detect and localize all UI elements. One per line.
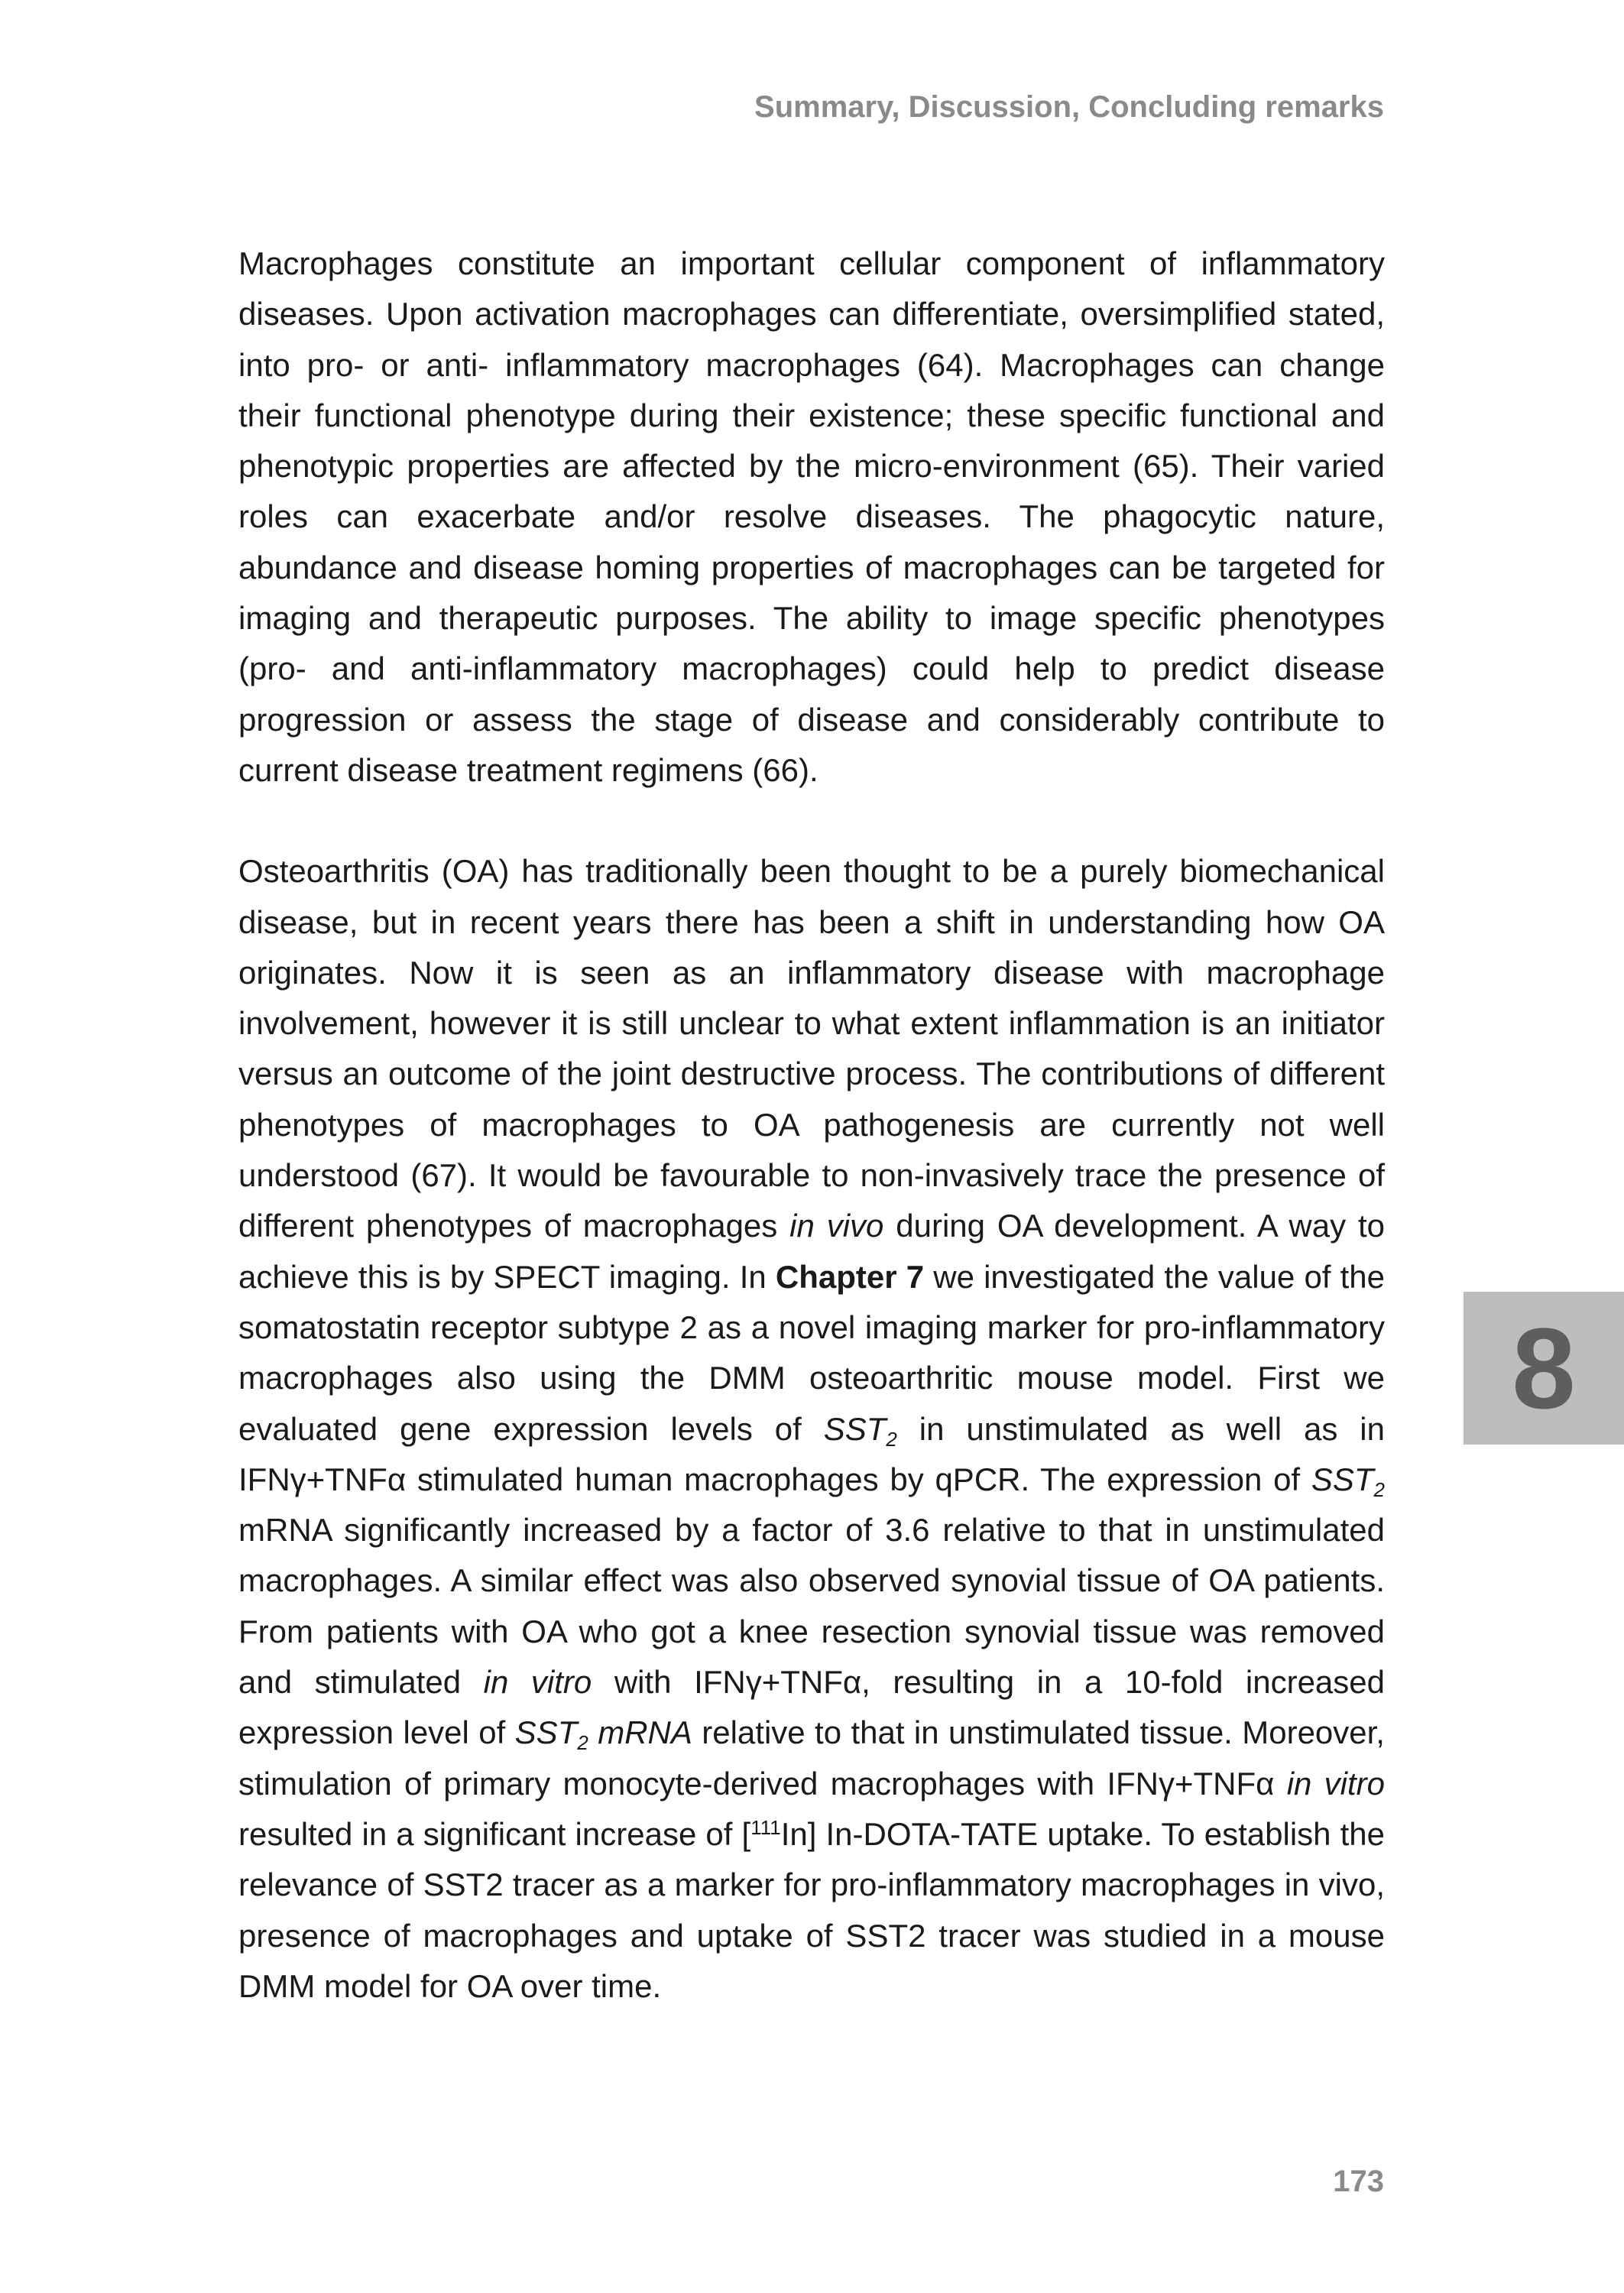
gene-name: SST: [514, 1714, 578, 1751]
italic-term: in vivo: [789, 1208, 884, 1244]
italic-term: in vitro: [1286, 1765, 1385, 1802]
text-span: In] In-DOTA-TATE uptake. To establish the relevance of SST2 tracer as a marker for pro-inflammatory macrophages in vivo, presence of macrophages and uptake of SST2 tracer was studied in a mouse DMM model for OA over time.: [238, 1815, 1386, 2004]
italic-term: mRNA: [588, 1714, 692, 1751]
text-span: mRNA significantly increased by a factor of 3.6 relative to that in unstimulated macrophages. A similar effect was also observed synovial tissue of OA patients. From patients with OA who got a knee resection synovial tissue was removed and stimulated: [238, 1512, 1385, 1701]
text-span: relative to that in unstimulated tissue. Moreover, stimulation of primary monocyte-derived macrophages with IFNγ+TNFα: [238, 1714, 1385, 1802]
gene-name: SST: [1311, 1461, 1374, 1497]
italic-term: in vitro: [483, 1664, 592, 1701]
gene-subscript: [1374, 1478, 1385, 1501]
page-number: 173: [1333, 2165, 1384, 2198]
text-span: resulted in a significant increase of [: [238, 1815, 751, 1852]
subscript-text: 2: [577, 1731, 588, 1755]
chapter-reference: Chapter 7: [775, 1258, 925, 1295]
gene-subscript: [577, 1731, 588, 1754]
gene-name: SST: [823, 1410, 887, 1447]
running-header: Summary, Discussion, Concluding remarks: [754, 90, 1384, 124]
body-text: [238, 238, 1385, 2012]
paragraph-osteoarthritis: [238, 846, 1385, 2012]
text-span: with IFNγ+TNFα, resulting in a 10-fold increased expression level of: [238, 1664, 1386, 1751]
subscript-text: 2: [886, 1427, 897, 1451]
isotope-superscript: 111: [750, 1815, 781, 1839]
text-span: Osteoarthritis (OA) has traditionally been thought to be a purely biomechanical disease, but in recent years there has been a shift in understanding how OA originates. Now it is seen as an inflammatory disease with macrophage involvement, however it is still unclear to what extent inflammation is an initiator versus an outcome of the joint destructive process. The contributions of different phenotypes of macrophages to OA pathogenesis are currently not well understood (67). It would be favourable to non-invasively trace the presence of different phenotypes of macrophages: [238, 853, 1385, 1244]
gene-subscript: [886, 1428, 896, 1451]
subscript-text: 2: [1373, 1477, 1385, 1501]
text-span: we investigated the value of the somatostatin receptor subtype 2 as a novel imaging marker for pro-inflammatory macrophages also using the DMM osteoarthritic mouse model. First we evaluated gene expression levels of: [238, 1258, 1386, 1447]
chapter-tab: 8: [1464, 1292, 1624, 1445]
text-span: during OA development. A way to achieve this is by SPECT imaging. In: [238, 1208, 1385, 1295]
paragraph-macrophages: Macrophages constitute an important cellular component of inflammatory diseases. Upon activation macrophages can differentiate, oversimplified stated, into pro- or anti- inflammatory macrophages (64). Macrophages can change their functional phenotype during their existence; these specific functional and phenotypic properties are affected by the micro-environment (65). Their varied roles can exacerbate and/or resolve diseases. The phagocytic nature, abundance and disease homing properties of macrophages can be targeted for imaging and therapeutic purposes. The ability to image specific phenotypes (pro- and anti-inflammatory macrophages) could help to predict disease progression or assess the stage of disease and considerably contribute to current disease treatment regimens (66).: [238, 245, 1385, 788]
text-span: in unstimulated as well as in IFNγ+TNFα stimulated human macrophages by qPCR. The expression of: [238, 1410, 1385, 1497]
